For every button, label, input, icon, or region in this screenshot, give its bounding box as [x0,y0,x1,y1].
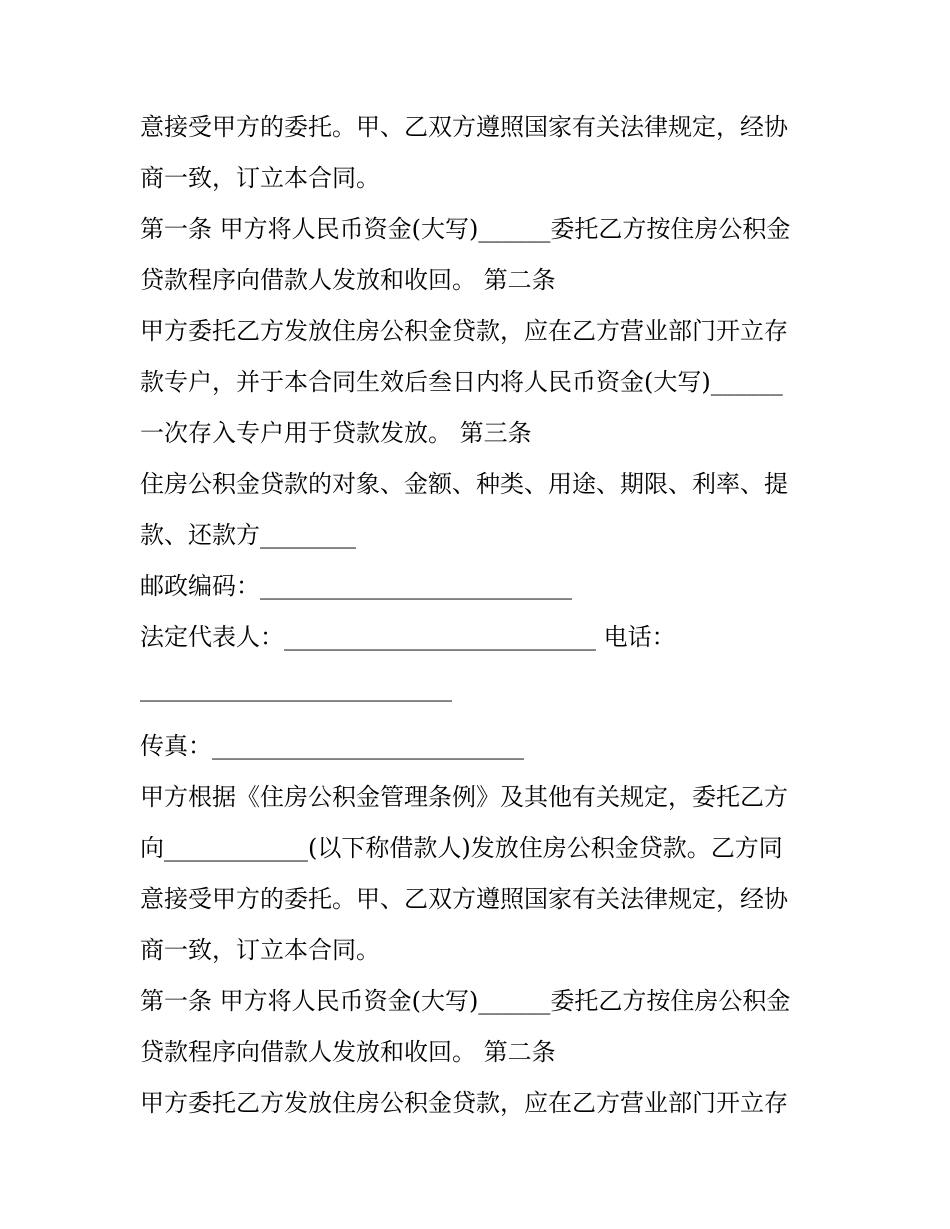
document-body [140,102,820,1129]
text-line: 第一条 甲方将人民币资金(大写)______委托乙方按住房公积金 [140,215,791,243]
text-line: 向____________(以下称借款人)发放住房公积金贷款。乙方同 [140,834,783,862]
text-line: 贷款程序向借款人发放和收回。 第二条 [140,1038,556,1066]
text-line: 住房公积金贷款的对象、金额、种类、用途、期限、利率、提 [140,470,788,498]
text-line: 贷款程序向借款人发放和收回。 第二条 [140,266,556,294]
text-line: 意接受甲方的委托。甲、乙双方遵照国家有关法律规定，经协 [140,113,788,141]
text-line: 甲方委托乙方发放住房公积金贷款，应在乙方营业部门开立存 [140,317,788,345]
fax-line: 传真：__________________________ [140,732,524,760]
text-line: 款、还款方________ [140,521,356,549]
text-line: 甲方根据《住房公积金管理条例》及其他有关规定，委托乙方 [140,783,788,811]
text-line: 商一致，订立本合同。 [140,164,380,192]
postal-code-line: 邮政编码：__________________________ [140,572,572,600]
text-line: 第一条 甲方将人民币资金(大写)______委托乙方按住房公积金 [140,987,791,1015]
phone-blank-line: __________________________ [140,674,452,702]
spacer [140,714,820,721]
text-line: 款专户，并于本合同生效后叁日内将人民币资金(大写)______ [140,368,783,396]
legal-representative-line: 法定代表人：__________________________ 电话： [140,623,676,651]
text-line: 商一致，订立本合同。 [140,936,380,964]
text-line: 甲方委托乙方发放住房公积金贷款，应在乙方营业部门开立存 [140,1089,788,1117]
text-line: 意接受甲方的委托。甲、乙双方遵照国家有关法律规定，经协 [140,885,788,913]
text-line: 一次存入专户用于贷款发放。 第三条 [140,419,532,447]
